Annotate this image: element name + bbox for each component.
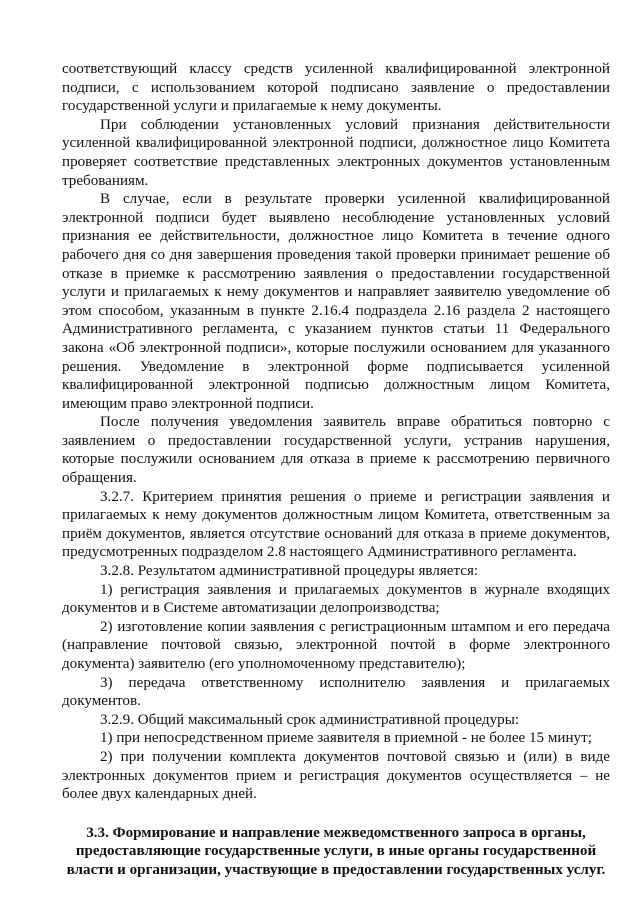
paragraph-signature-validity-check: При соблюдении установленных условий признания действительности усиленной квалифицированной электронной подписи, должностное лицо Комитета проверяет соответствие представленных электронных документов установленным требованиям. [62,116,610,189]
document-page [62,60,610,880]
paragraph-3-2-7-criterion: 3.2.7. Критерием принятия решения о приеме и регистрации заявления и прилагаемых к нему документов должностным лицом Комитета, ответственным за приём документов, является отсутствие оснований для отказа в приеме документов, предусмотренных подразделом 2.8 настоящего Административного регламента. [62,488,610,561]
paragraph-repeat-application: После получения уведомления заявитель вправе обратиться повторно с заявлением о предоставлении государственной услуги, устранив нарушения, которые послужили основанием для отказа в приеме к рассмотрению первичного обращения. [62,414,610,487]
paragraph-3-2-8-result: 3.2.8. Результатом административной процедуры является: [100,563,479,580]
paragraph-continuation: соответствующий классу средств усиленной квалифицированной электронной подписи, с использованием которой подписано заявление о предоставлении государственной услуги и прилагаемые к нему документы. [62,61,610,115]
list-item-copy-with-stamp: 2) изготовление копии заявления с регистрационным штампом и его передача (направление почтовой связью, электронной почтой в форме электронного документа) заявителю (его уполномоченному представителю); [62,618,610,672]
list-item-direct-reception: 1) при непосредственном приеме заявителя в приемной - не более 15 минут; [100,730,592,747]
section-heading-3-3: 3.3. Формирование и направление межведомственного запроса в органы, предоставляющие государственные услуги, в иные органы государственной власти и организации, участвующие в предоставлении государственных услуг. [66,824,606,878]
list-item-postal-electronic: 2) при получении комплекта документов почтовой связью и (или) в виде электронных документов прием и регистрация документов осуществляется – не более двух календарных дней. [62,748,610,803]
paragraph-signature-rejection: В случае, если в результате проверки усиленной квалифицированной электронной подписи будет выявлено несоблюдение установленных условий признания ее действительности, должностное лицо Комитета в течение одного рабочего дня со дня завершения проведения такой проверки принимает решение об отказе в приемке к рассмотрению заявления о предоставлении государственной услуги и прилагаемых к нему документов и направляет заявителю уведомление об этом способом, указанным в пункте 2.16.4 подраздела 2.16 раздела 2 настоящего Административного регламента, с указанием пунктов статьи 11 Федерального закона «Об электронной подписи», которые послужили основанием для указанного решения. Уведомление в электронной форме подписывается усиленной квалифицированной электронной подписью должностным лицом Комитета, имеющим право электронной подписи. [62,191,610,412]
list-item-registration: 1) регистрация заявления и прилагаемых документов в журнале входящих документов и в Системе автоматизации делопроизводства; [62,581,610,617]
list-item-transfer-to-executor: 3) передача ответственному исполнителю заявления и прилагаемых документов. [62,674,610,710]
paragraph-3-2-9-max-duration: 3.2.9. Общий максимальный срок административной процедуры: [100,711,520,728]
